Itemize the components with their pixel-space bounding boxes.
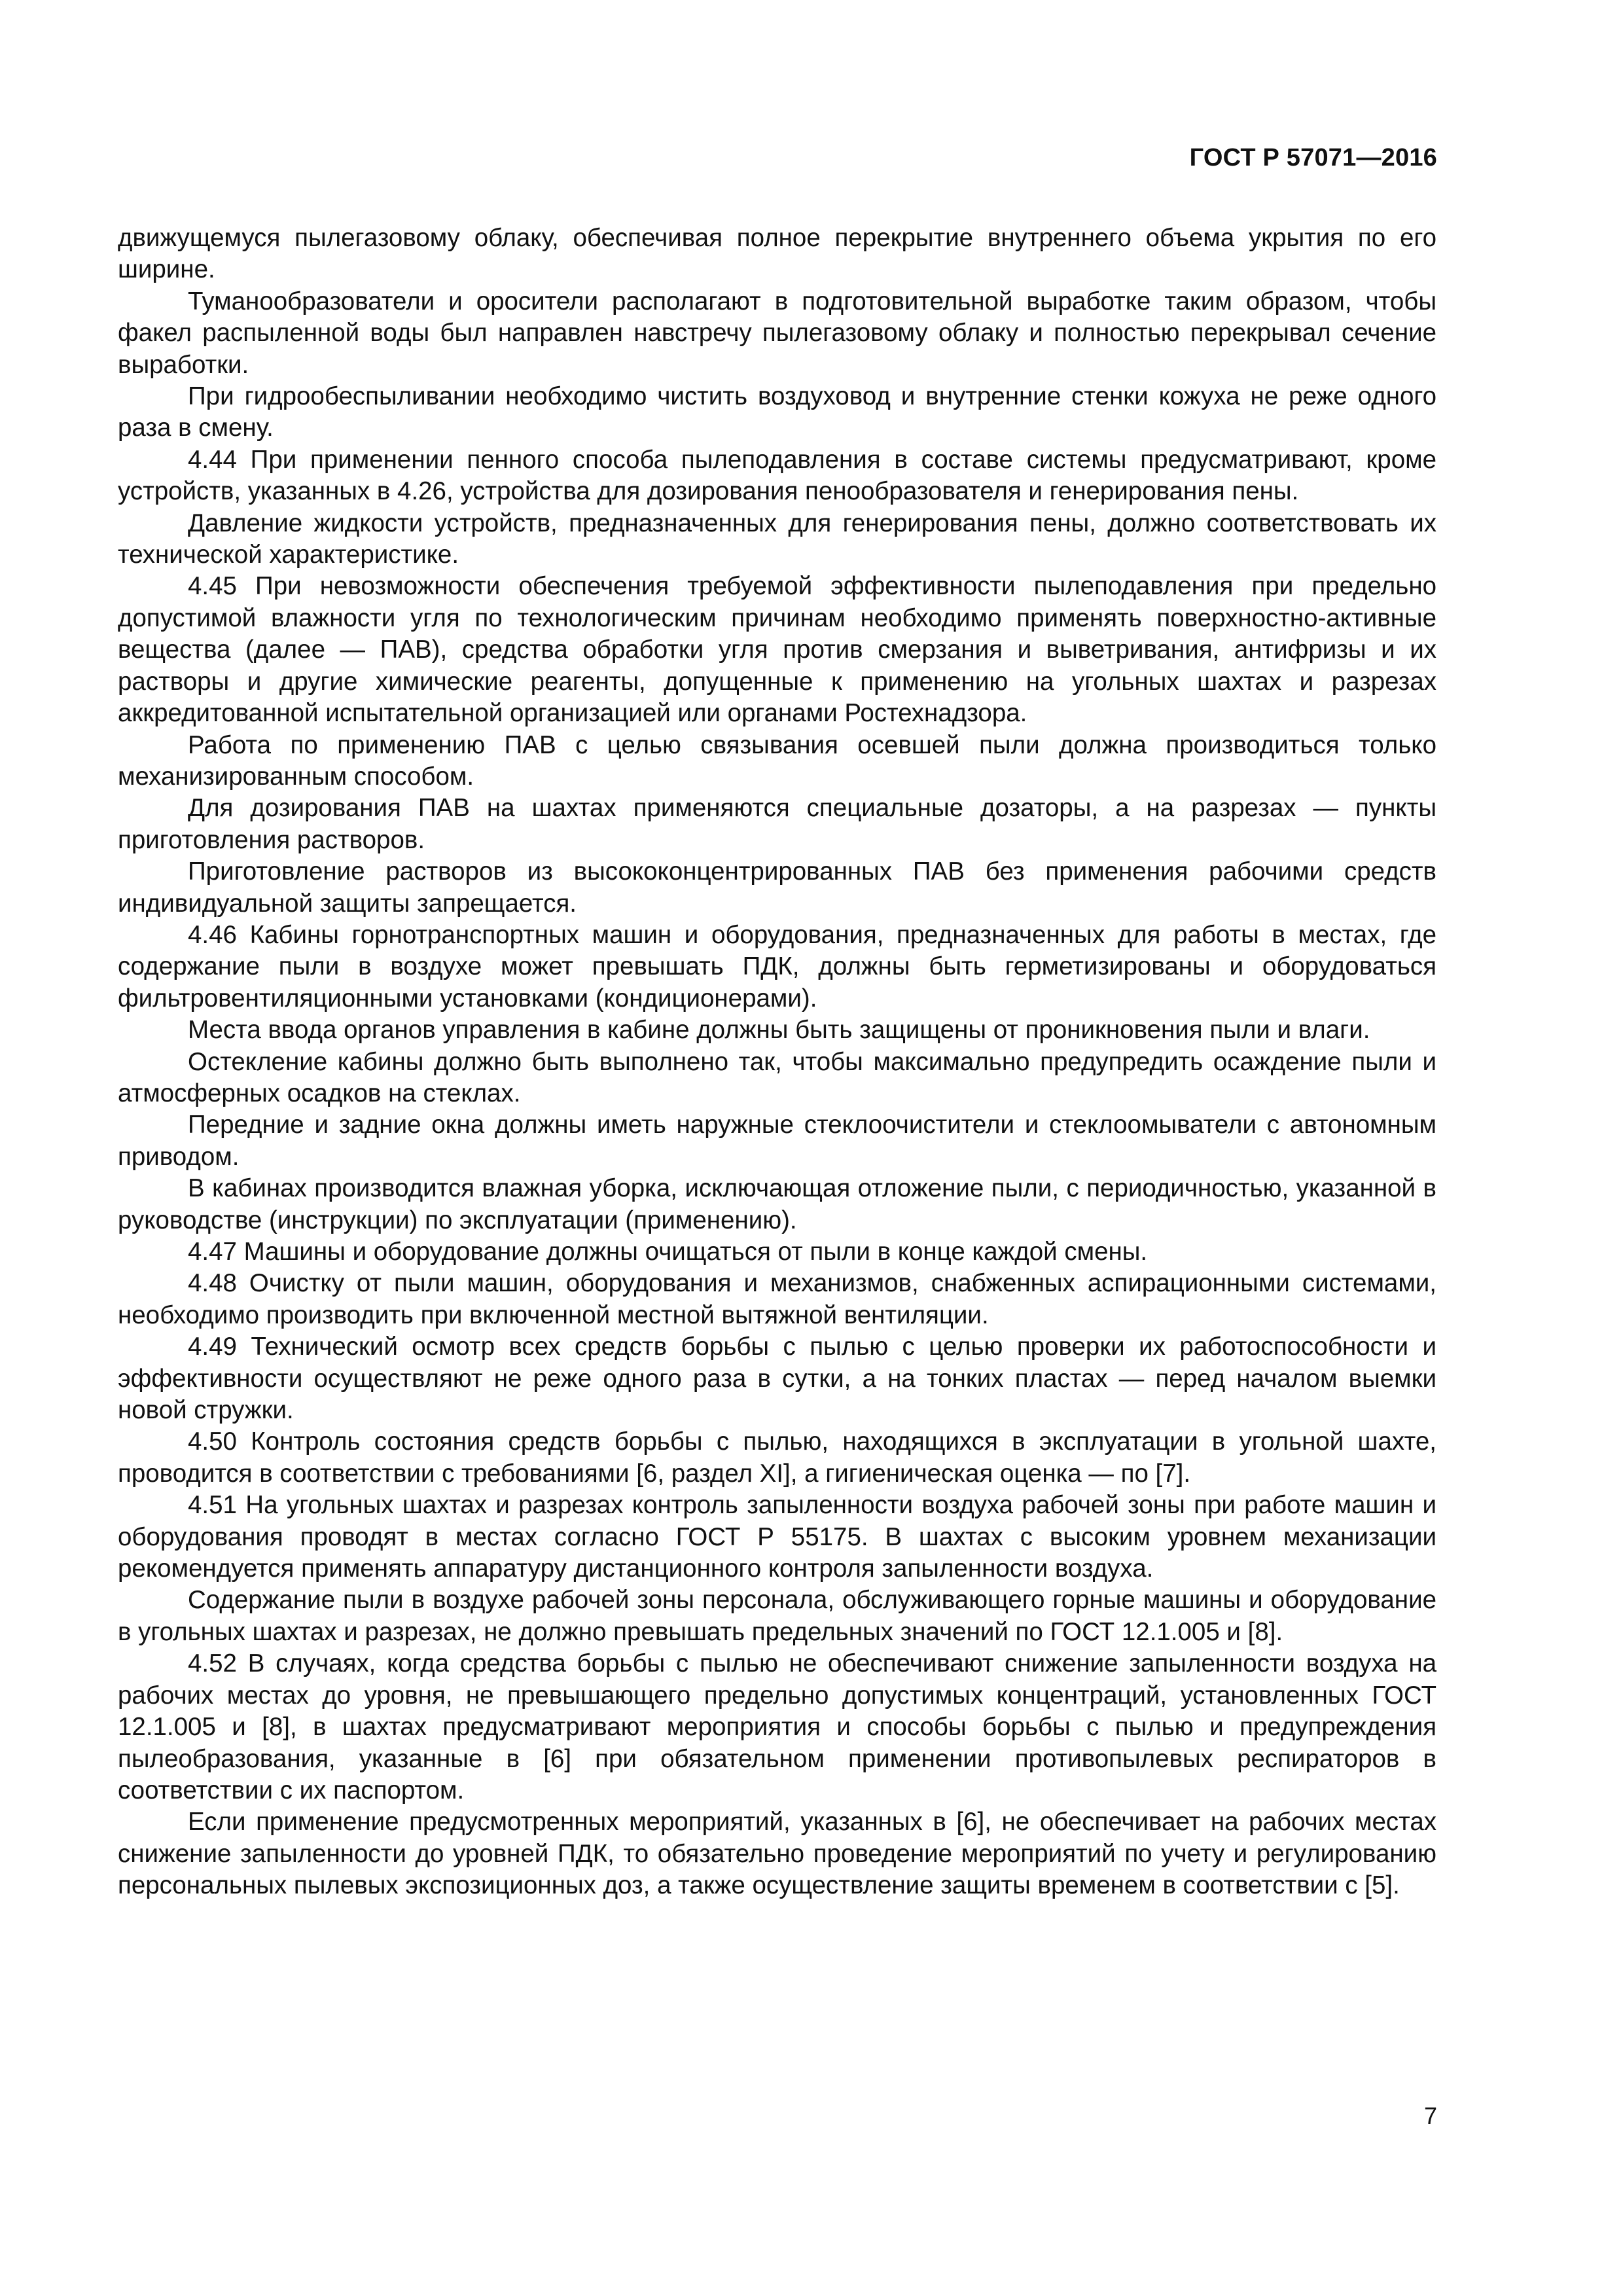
clause-4-46: 4.46 Кабины горнотранспортных машин и оборудования, предназначенных для работы в местах, где содержание пыли в воздухе может превышать ПДК, должны быть герметизированы и оборудоваться фильтровентиляционными установками (кондиционерами).	[118, 920, 1436, 1013]
paragraph: В кабинах производится влажная уборка, исключающая отложение пыли, с периодичностью, указанной в руководстве (инструкции) по эксплуатации (применению).	[118, 1174, 1436, 1234]
paragraph: Если применение предусмотренных мероприятий, указанных в [6], не обеспечивает на рабочих местах снижение запыленности до уровней ПДК, то обязательно проведение мероприятий по учету и регулированию персональных пылевых экспозиционных доз, а также осуществление защиты временем в соответствии с [5].	[118, 1808, 1436, 1900]
paragraph: Давление жидкости устройств, предназначенных для генерирования пены, должно соответствовать их технической характеристике.	[118, 509, 1436, 569]
page-number: 7	[1423, 2102, 1437, 2129]
clause-4-52: 4.52 В случаях, когда средства борьбы с пылью не обеспечивают снижение запыленности воздуха на рабочих местах до уровня, не превышающего предельно допустимых концентраций, установленных ГОСТ 12.1.005 и [8], в шахтах предусматривают мероприятия и способы борьбы с пылью и предупреждения пылеобразования, указанные в [6] при обязательном применении противопылевых респираторов в соответствии с их паспортом.	[118, 1649, 1436, 1804]
paragraph: Содержание пыли в воздухе рабочей зоны персонала, обслуживающего горные машины и оборудование в угольных шахтах и разрезах, не должно превышать предельных значений по ГОСТ 12.1.005 и [8].	[118, 1586, 1436, 1646]
clause-4-51: 4.51 На угольных шахтах и разрезах контроль запыленности воздуха рабочей зоны при работе машин и оборудования проводят в местах согласно ГОСТ Р 55175. В шахтах с высоким уровнем механизации рекомендуется применять аппаратуру дистанционного контроля запыленности воздуха.	[118, 1491, 1436, 1583]
paragraph: Приготовление растворов из высококонцентрированных ПАВ без применения рабочими средств индивидуальной защиты запрещается.	[118, 857, 1436, 918]
clause-4-48: 4.48 Очистку от пыли машин, оборудования и механизмов, снабженных аспирационными системами, необходимо производить при включенной местной вытяжной вентиляции.	[118, 1269, 1436, 1329]
clause-4-45: 4.45 При невозможности обеспечения требуемой эффективности пылеподавления при предельно допустимой влажности угля по технологическим причинам необходимо применять поверхностно-активные вещества (далее — ПАВ), средства обработки угля против смерзания и выветривания, антифризы и их растворы и другие химические реагенты, допущенные к применению на угольных шахтах и разрезах аккредитованной испытательной организацией или органами Ростехнадзора.	[118, 572, 1436, 728]
paragraph: Для дозирования ПАВ на шахтах применяются специальные дозаторы, а на разрезах — пункты приготовления растворов.	[118, 794, 1436, 854]
document-code-header: ГОСТ Р 57071—2016	[1189, 144, 1437, 171]
document-body	[118, 223, 1436, 1902]
paragraph: Места ввода органов управления в кабине должны быть защищены от проникновения пыли и влаги.	[188, 1016, 1370, 1045]
paragraph: Туманообразователи и оросители располагают в подготовительной выработке таким образом, чтобы факел распыленной воды был направлен навстречу пылегазовому облаку и полностью перекрывал сечение выработки.	[118, 287, 1436, 379]
clause-4-50: 4.50 Контроль состояния средств борьбы с пылью, находящихся в эксплуатации в угольной шахте, проводится в соответствии с требованиями [6, раздел XI], а гигиеническая оценка — по [7].	[118, 1427, 1436, 1488]
paragraph: Остекление кабины должно быть выполнено так, чтобы максимально предупредить осаждение пыли и атмосферных осадков на стеклах.	[118, 1047, 1436, 1107]
clause-4-49: 4.49 Технический осмотр всех средств борьбы с пылью с целью проверки их работоспособности и эффективности осуществляют не реже одного раза в сутки, а на тонких пластах — перед началом выемки новой стружки.	[118, 1333, 1436, 1425]
paragraph: Передние и задние окна должны иметь наружные стеклоочистители и стеклоомыватели с автономным приводом.	[118, 1111, 1436, 1171]
clause-4-44: 4.44 При применении пенного способа пылеподавления в составе системы предусматривают, кроме устройств, указанных в 4.26, устройства для дозирования пенообразователя и генерирования пены.	[118, 445, 1436, 506]
clause-4-47: 4.47 Машины и оборудование должны очищаться от пыли в конце каждой смены.	[188, 1238, 1148, 1266]
paragraph: При гидрообеспыливании необходимо чистить воздуховод и внутренние стенки кожуха не реже одного раза в смену.	[118, 382, 1436, 442]
paragraph: Работа по применению ПАВ с целью связывания осевшей пыли должна производиться только механизированным способом.	[118, 730, 1436, 791]
paragraph-continuation: движущемуся пылегазовому облаку, обеспечивая полное перекрытие внутреннего объема укрытия по его ширине.	[118, 224, 1436, 284]
